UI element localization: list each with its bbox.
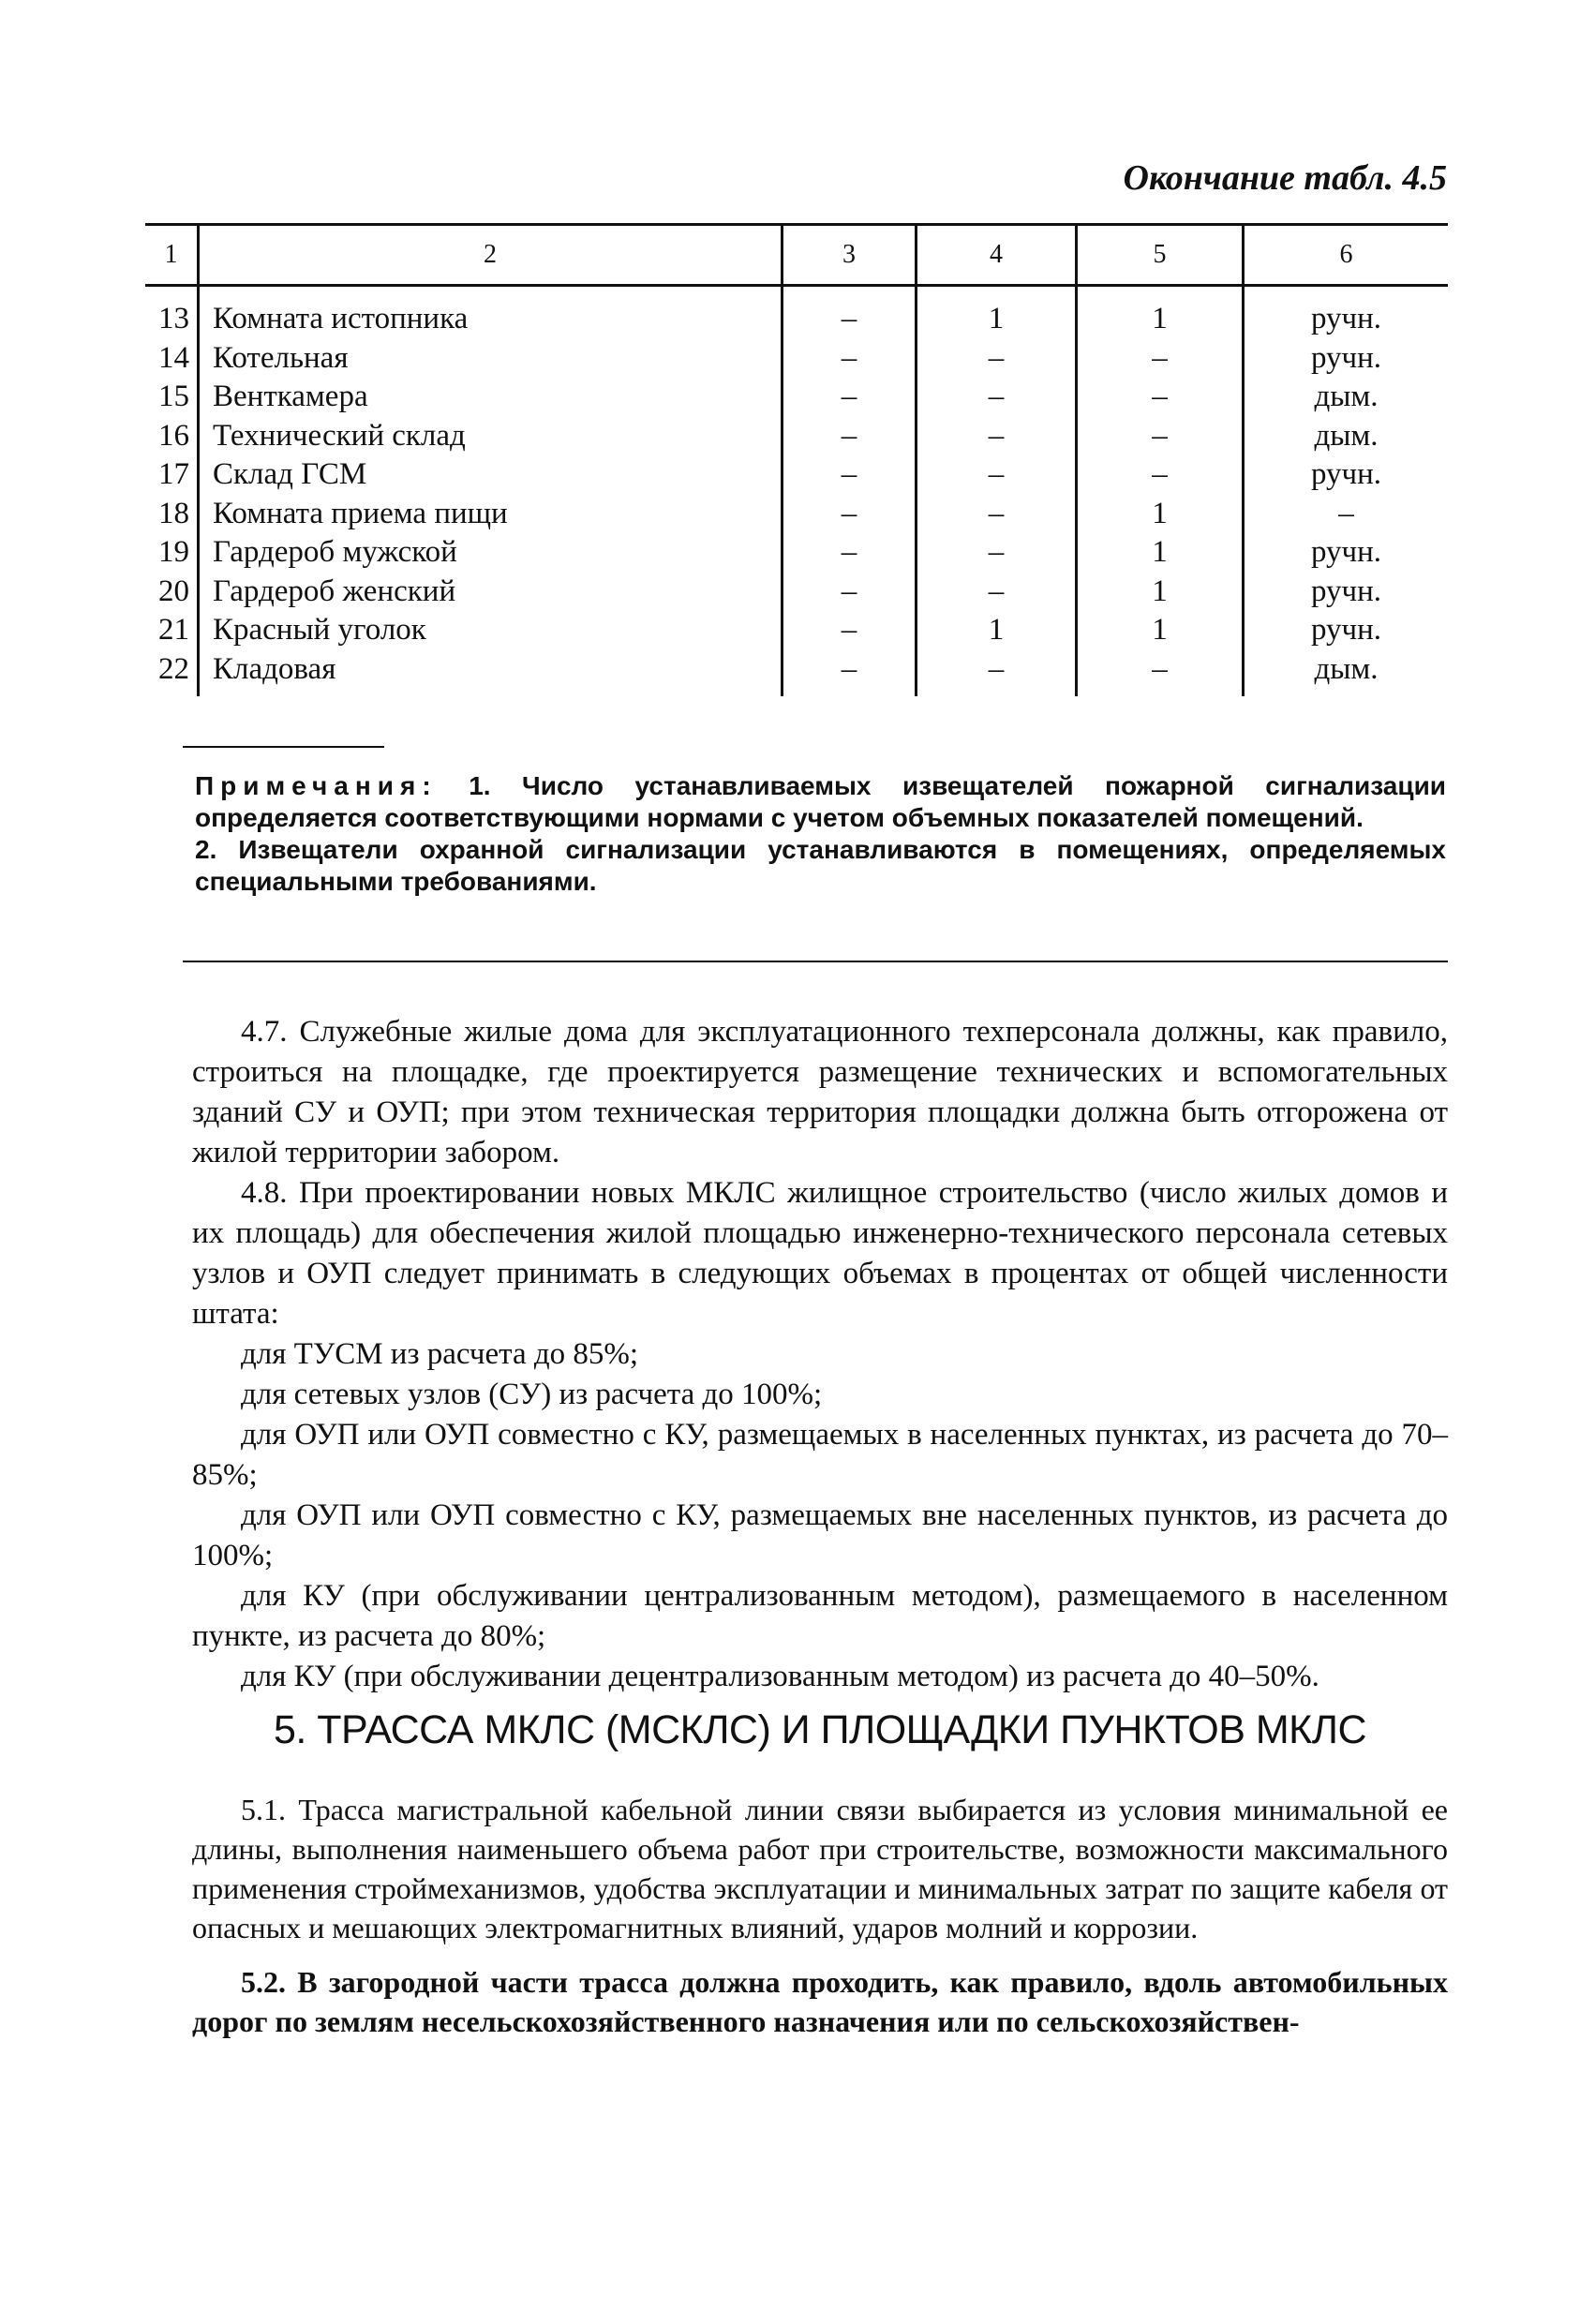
- table-header-row: [145, 225, 1448, 286]
- table-cell: 17: [158, 457, 189, 492]
- table-cell: 14: [158, 340, 189, 375]
- table-cell: 22: [158, 651, 189, 686]
- header-cell: 2: [199, 225, 783, 286]
- table-cell: 1: [1077, 573, 1244, 612]
- section-body: [192, 1790, 1448, 2056]
- paragraphs-block: [192, 1012, 1448, 1697]
- table-cell: 1: [1077, 533, 1244, 573]
- paragraph-5-1: 5.1. Трасса магистральной кабельной линии связи выбирается из условия минимальной ее длины, выполнения наименьшего объема работ при строительстве, возможности максимального применения строймеханизмов, удобства эксплуатации и минимальных затрат по защите кабеля от опасных и мешающих электромагнитных влияний, ударов молний и коррозии.: [192, 1793, 1448, 1944]
- table-cell: 21: [158, 613, 189, 648]
- table-cell: ручн.: [1244, 611, 1449, 650]
- table-cell: Комната приема пищи: [199, 495, 783, 534]
- table-cell: ручн.: [1244, 573, 1449, 612]
- table-cell: –: [917, 339, 1077, 379]
- table-cell: 1: [917, 286, 1077, 339]
- table-cell: –: [783, 286, 917, 339]
- table-cell: 13: [158, 302, 189, 336]
- table-cell: –: [783, 495, 917, 534]
- table-cell: Гардероб женский: [199, 573, 783, 612]
- table-cell: –: [1077, 378, 1244, 417]
- table-cell: 1: [1077, 495, 1244, 534]
- table-cell: 16: [158, 418, 189, 453]
- table-cell: –: [783, 650, 917, 697]
- table-cell: Красный уголок: [199, 611, 783, 650]
- table-cell: –: [783, 417, 917, 456]
- table-row: [145, 650, 1448, 697]
- table-row: [145, 533, 1448, 573]
- table-cell: –: [917, 495, 1077, 534]
- notes-block: [195, 770, 1446, 898]
- table-cell: 1: [1077, 611, 1244, 650]
- table-cell: 19: [158, 535, 189, 570]
- table-cell: Венткамера: [199, 378, 783, 417]
- table-cell: дым.: [1244, 650, 1449, 697]
- table-cell: Технический склад: [199, 417, 783, 456]
- table-cell: Комната истопника: [199, 286, 783, 339]
- table-cell: –: [783, 378, 917, 417]
- table-cell: ручн.: [1244, 533, 1449, 573]
- table-row: [145, 495, 1448, 534]
- table-row: [145, 611, 1448, 650]
- table-row: [145, 286, 1448, 339]
- table-cell: –: [783, 455, 917, 495]
- table-cell: ручн.: [1244, 339, 1449, 379]
- table-cell: –: [783, 573, 917, 612]
- table-cell: дым.: [1244, 417, 1449, 456]
- table-row: [145, 417, 1448, 456]
- table-cell: 18: [158, 496, 189, 530]
- rooms-table: [145, 223, 1448, 696]
- table-cell: ручн.: [1244, 286, 1449, 339]
- table-cell: –: [783, 533, 917, 573]
- section-divider: [183, 961, 1448, 962]
- table-cell: Котельная: [199, 339, 783, 379]
- paragraph-4-8: 4.8. При проектировании новых МКЛС жилищное строительство (число жилых домов и их площадь) для обеспечения жилой площадью инженерно-технического персонала сетевых узлов и ОУП следует принимать в следующих объемах в процентах от общей численности штата:: [192, 1176, 1448, 1331]
- table-row: [145, 378, 1448, 417]
- table-caption: Окончание табл. 4.5: [1123, 158, 1447, 198]
- table-cell: –: [917, 573, 1077, 612]
- table-cell: –: [783, 611, 917, 650]
- table-cell: дым.: [1244, 378, 1449, 417]
- section-heading: 5. ТРАССА МКЛС (МСКЛС) И ПЛОЩАДКИ ПУНКТОВ МКЛС: [273, 1707, 1366, 1752]
- table-row: [145, 455, 1448, 495]
- list-item: для КУ (при обслуживании децентрализованным методом) из расчета до 40–50%.: [241, 1660, 1319, 1693]
- table-cell: –: [917, 650, 1077, 697]
- list-item: для КУ (при обслуживании централизованным методом), размещаемого в населенном пункте, из расчета до 80%;: [192, 1579, 1448, 1653]
- table-cell: –: [917, 417, 1077, 456]
- table-cell: 15: [158, 380, 189, 414]
- list-item: для ТУСМ из расчета до 85%;: [241, 1337, 639, 1371]
- header-cell: 6: [1244, 225, 1449, 286]
- table-cell: ручн.: [1244, 455, 1449, 495]
- notes-label: Примечания:: [195, 771, 438, 800]
- table-cell: –: [1244, 495, 1449, 534]
- table-cell: –: [1077, 650, 1244, 697]
- table-cell: –: [1077, 339, 1244, 379]
- table-cell: –: [917, 378, 1077, 417]
- table-cell: 20: [158, 574, 189, 608]
- header-cell: 3: [783, 225, 917, 286]
- table-cell: 1: [1077, 286, 1244, 339]
- table-cell: –: [1077, 455, 1244, 495]
- table-row: [145, 339, 1448, 379]
- table-cell: Кладовая: [199, 650, 783, 697]
- notes-divider: [183, 746, 384, 748]
- table-cell: Гардероб мужской: [199, 533, 783, 573]
- list-item: для сетевых узлов (СУ) из расчета до 100%;: [241, 1378, 823, 1411]
- table-cell: –: [917, 455, 1077, 495]
- header-cell: 1: [145, 225, 199, 286]
- table-row: [145, 573, 1448, 612]
- note-1: 1. Число устанавливаемых извещателей пожарной сигнализации определяется соответствующими нормами с учетом объемных показателей помещений.: [195, 771, 1447, 832]
- note-2: 2. Извещатели охранной сигнализации устанавливаются в помещениях, определяемых специальными требованиями.: [195, 835, 1446, 896]
- header-cell: 5: [1077, 225, 1244, 286]
- table-cell: Склад ГСМ: [199, 455, 783, 495]
- list-item: для ОУП или ОУП совместно с КУ, размещаемых вне населенных пунктов, из расчета до 100%;: [192, 1498, 1448, 1572]
- paragraph-5-2: 5.2. В загородной части трасса должна проходить, как правило, вдоль автомобильных дорог по землям несельскохозяйственного назначения или по сельскохозяйствен-: [192, 1965, 1448, 2038]
- table-cell: –: [1077, 417, 1244, 456]
- table-cell: 1: [917, 611, 1077, 650]
- list-item: для ОУП или ОУП совместно с КУ, размещаемых в населенных пунктах, из расчета до 70–85%;: [192, 1418, 1448, 1492]
- table-cell: –: [783, 339, 917, 379]
- table-cell: –: [917, 533, 1077, 573]
- header-cell: 4: [917, 225, 1077, 286]
- paragraph-4-7: 4.7. Служебные жилые дома для эксплуатационного техперсонала должны, как правило, строиться на площадке, где проектируется размещение технических и вспомогательных зданий СУ и ОУП; при этом техническая территория площадки должна быть отгорожена от жилой территории забором.: [192, 1015, 1448, 1169]
